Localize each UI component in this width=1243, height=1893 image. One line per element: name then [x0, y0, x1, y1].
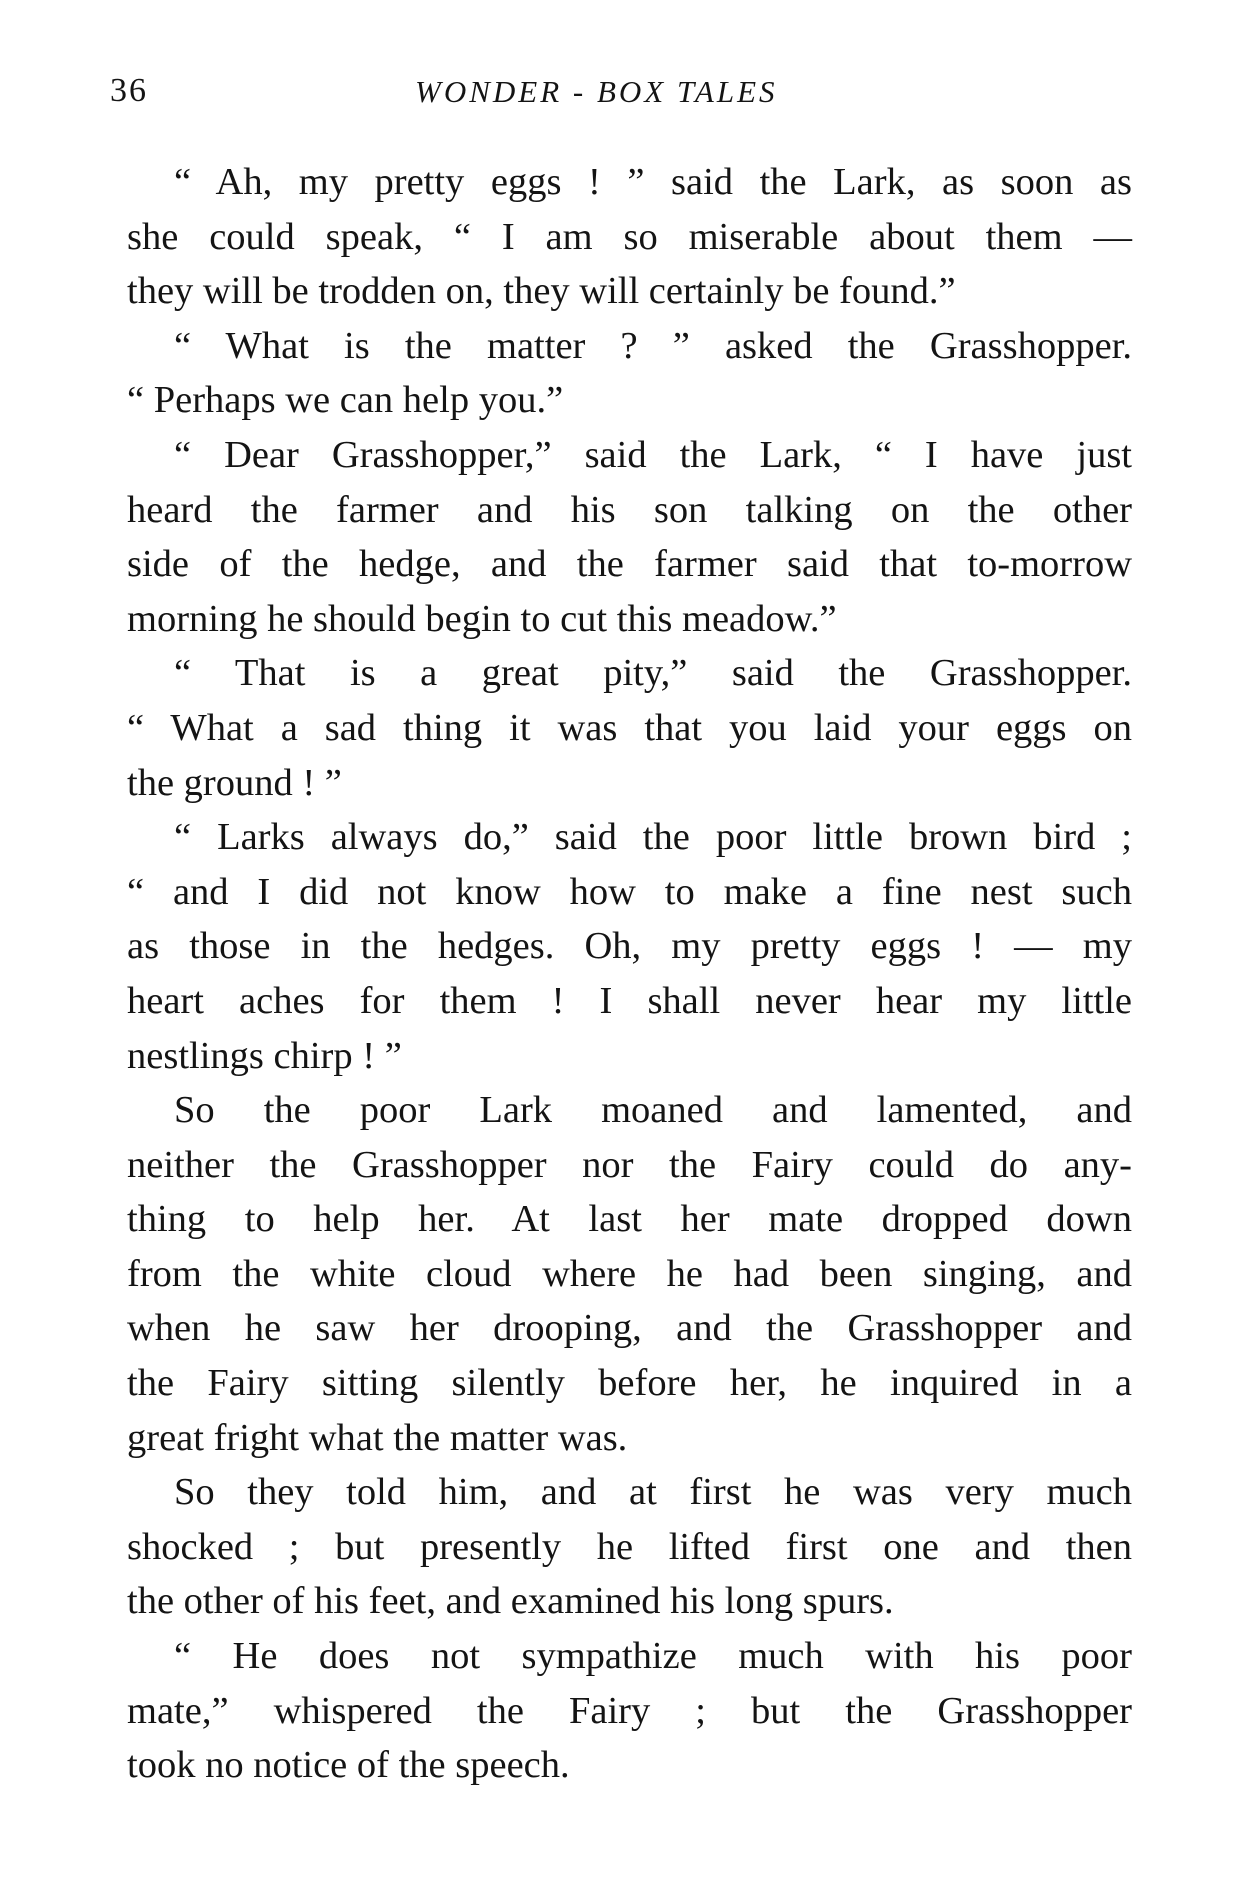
text-line: “ Dear Grasshopper,” said the Lark, “ I have just: [174, 433, 1132, 476]
text-line: “ He does not sympathize much with his poor: [174, 1635, 1132, 1678]
running-title: WONDER - BOX TALES: [415, 74, 778, 109]
text-line: heart aches for them ! I shall never hear my little: [127, 979, 1132, 1022]
text-line: “ That is a great pity,” said the Grasshopper.: [174, 652, 1132, 695]
text-line: the Fairy sitting silently before her, he inquired in a: [127, 1362, 1132, 1405]
text-line: “ and I did not know how to make a fine nest such: [127, 870, 1132, 913]
text-line: “ What is the matter ? ” asked the Grasshopper.: [174, 324, 1132, 367]
text-line: “ Ah, my pretty eggs ! ” said the Lark, as soon as: [174, 161, 1132, 203]
page-number: 36: [110, 72, 148, 109]
text-line: mate,” whispered the Fairy ; but the Grasshopper: [127, 1689, 1132, 1732]
text-line: took no notice of the speech.: [127, 1744, 570, 1787]
text-line: heard the farmer and his son talking on the other: [127, 488, 1132, 531]
text-line: neither the Grasshopper nor the Fairy could do any-: [127, 1143, 1132, 1186]
text-line: So they told him, and at first he was very much: [174, 1471, 1132, 1514]
text-line: “ Perhaps we can help you.”: [127, 379, 564, 422]
text-line: from the white cloud where he had been singing, and: [127, 1252, 1132, 1295]
text-line: great fright what the matter was.: [127, 1416, 628, 1459]
text-line: shocked ; but presently he lifted first one and then: [127, 1525, 1132, 1568]
text-line: So the poor Lark moaned and lamented, and: [174, 1089, 1132, 1132]
text-line: they will be trodden on, they will certainly be found.”: [127, 270, 956, 313]
text-line: the ground ! ”: [127, 761, 342, 804]
text-line: she could speak, “ I am so miserable about them —: [127, 215, 1132, 258]
text-line: nestlings chirp ! ”: [127, 1034, 402, 1077]
body-text: [127, 155, 1132, 1793]
text-line: when he saw her drooping, and the Grasshopper and: [127, 1307, 1132, 1350]
text-line: morning he should begin to cut this meadow.”: [127, 597, 837, 640]
page-header: [110, 72, 1132, 122]
text-line: the other of his feet, and examined his long spurs.: [127, 1580, 894, 1623]
text-line: “ What a sad thing it was that you laid your eggs on: [127, 706, 1132, 749]
text-line: as those in the hedges. Oh, my pretty eggs ! — my: [127, 925, 1132, 968]
text-line: “ Larks always do,” said the poor little brown bird ;: [174, 816, 1132, 859]
text-line: side of the hedge, and the farmer said that to-morrow: [127, 543, 1132, 586]
text-line: thing to help her. At last her mate dropped down: [127, 1198, 1132, 1241]
